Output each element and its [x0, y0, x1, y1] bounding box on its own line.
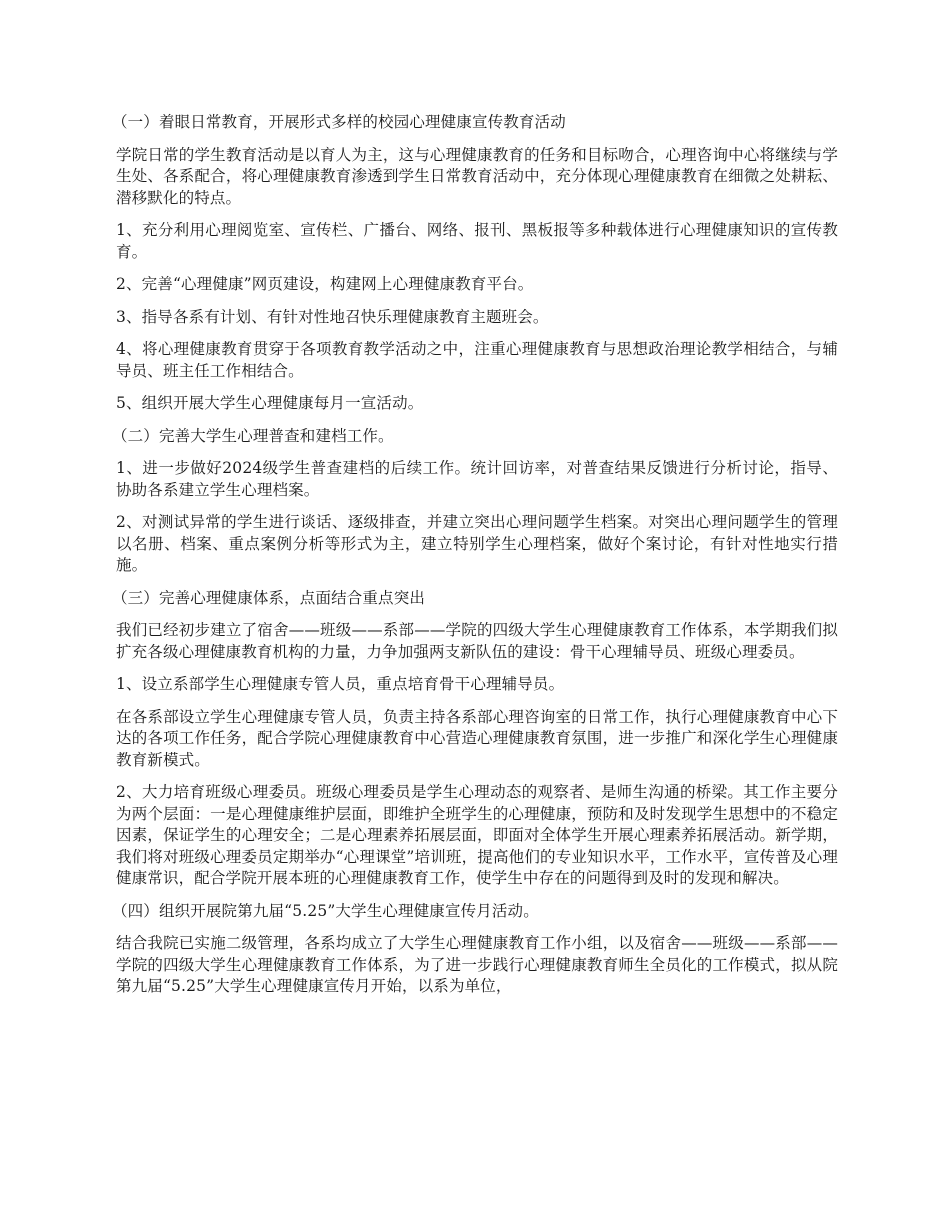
list-item: 2、对测试异常的学生进行谈话、逐级排查，并建立突出心理问题学生档案。对突出心理问题学生的管理以名册、档案、重点案例分析等形式为主，建立特别学生心理档案，做好个案讨论，有针对性地实行措施。: [116, 513, 838, 574]
section-heading-4: （四）组织开展院第九届“5.25”大学生心理健康宣传月活动。: [112, 901, 539, 920]
list-item: 1、设立系部学生心理健康专管人员，重点培育骨干心理辅导员。: [116, 675, 565, 693]
section-heading-3: （三）完善心理健康体系，点面结合重点突出: [112, 588, 426, 607]
list-item: 1、进一步做好2024级学生普查建档的后续工作。统计回访率，对普查结果反馈进行分析讨论，指导、协助各系建立学生心理档案。: [116, 459, 838, 499]
body-paragraph: 学院日常的学生教育活动是以育人为主，这与心理健康教育的任务和目标吻合，心理咨询中心将继续与学生处、各系配合，将心理健康教育渗透到学生日常教育活动中，充分体现心理健康教育在细微之处耕耘、潜移默化的特点。: [116, 145, 838, 207]
list-item: 3、指导各系有计划、有针对性地召快乐理健康教育主题班会。: [116, 307, 549, 326]
section-heading-1: （一）着眼日常教育，开展形式多样的校园心理健康宣传教育活动: [112, 113, 566, 131]
document-body: [112, 112, 838, 1009]
body-paragraph: 我们已经初步建立了宿舍——班级——系部——学院的四级大学生心理健康教育工作体系，本学期我们拟扩充各级心理健康教育机构的力量，力争加强两支新队伍的建设：骨干心理辅导员、班级心理委员。: [116, 621, 838, 661]
list-item: 2、完善“心理健康”网页建设，构建网上心理健康教育平台。: [116, 275, 534, 293]
body-paragraph: 结合我院已实施二级管理，各系均成立了大学生心理健康教育工作小组，以及宿舍——班级——系部——学院的四级大学生心理健康教育工作体系，为了进一步践行心理健康教育师生全员化的工作模式，拟从院第九届“5.25”大学生心理健康宣传月开始，以系为单位，: [116, 934, 838, 995]
list-item: 1、充分利用心理阅览室、宣传栏、广播台、网络、报刊、黑板报等多种载体进行心理健康知识的宣传教育。: [116, 221, 838, 261]
section-heading-2: （二）完善大学生心理普查和建档工作。: [112, 426, 394, 445]
body-paragraph: 在各系部设立学生心理健康专管人员，负责主持各系部心理咨询室的日常工作，执行心理健康教育中心下达的各项工作任务，配合学院心理健康教育中心营造心理健康教育氛围，进一步推广和深化学生心理健康教育新模式。: [116, 707, 838, 769]
list-item: 2、大力培育班级心理委员。班级心理委员是学生心理动态的观察者、是师生沟通的桥梁。其工作主要分为两个层面：一是心理健康维护层面，即维护全班学生的心理健康，预防和及时发现学生思想中的不稳定因素，保证学生的心理安全；二是心理素养拓展层面，即面对全体学生开展心理素养拓展活动。新学期，我们将对班级心理委员定期举办“心理课堂”培训班，提高他们的专业知识水平，工作水平，宣传普及心理健康常识，配合学院开展本班的心理健康教育工作，使学生中存在的问题得到及时的发现和解决。: [116, 783, 838, 887]
list-item: 5、组织开展大学生心理健康每月一宣活动。: [116, 394, 424, 412]
list-item: 4、将心理健康教育贯穿于各项教育教学活动之中，注重心理健康教育与思想政治理论教学相结合，与辅导员、班主任工作相结合。: [116, 340, 838, 380]
